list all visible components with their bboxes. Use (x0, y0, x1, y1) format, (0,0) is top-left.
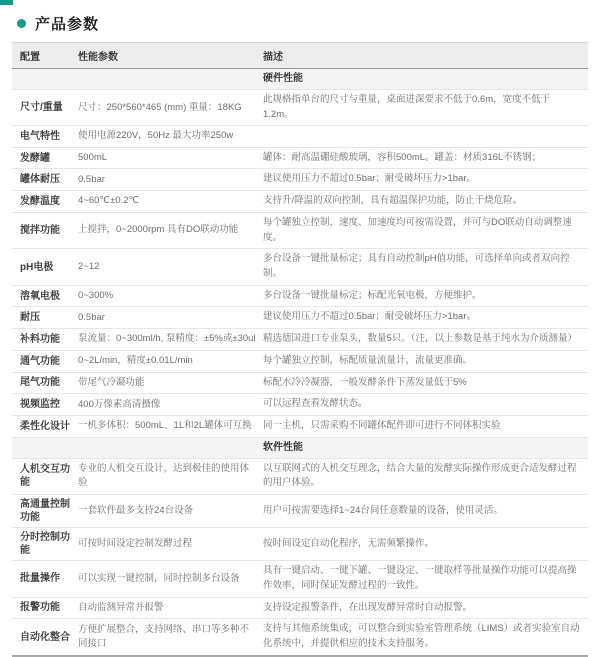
row-description: 多台设备一键批量标定；标配光氧电极，方便维护。 (263, 289, 482, 301)
row-config-label: 溶氧电极 (20, 290, 60, 302)
row-param-value: 专业的人机交互设计，达到极佳的使用体验 (78, 463, 250, 489)
table-header-row (12, 43, 588, 69)
row-description: 具有一键启动、一键下罐、一键设定、一键取样等批量操作功能可以提高操作效率，同时保证发酵过程的一致性。 (263, 565, 577, 591)
row-description: 每个罐独立控制，速度、加速度均可按需设置，并可与DO联动自动调整速度。 (263, 216, 572, 243)
section-title: 软件性能 (263, 441, 303, 453)
row-param-value: 500mL (78, 151, 108, 163)
row-config-label: 批量操作 (20, 573, 60, 585)
row-config-label: 耐压 (20, 312, 40, 324)
table-row (12, 286, 588, 308)
row-description: 每个罐独立控制，标配质量流量计，流量更准确。 (263, 354, 473, 366)
row-description: 以互联网式的人机交互理念，结合大量的发酵实际操作形成更合适发酵过程的用户体验。 (263, 462, 577, 489)
row-param-value: 0.5bar (78, 173, 105, 185)
row-param-value: 可按时间设定控制发酵过程 (78, 538, 193, 550)
row-param-value: 0~2L/min，精度±0.01L/min (78, 355, 193, 367)
row-param-value: 2~12 (78, 260, 100, 272)
table-row (12, 351, 588, 373)
row-description: 支持与其他系统集成，可以整合到实验室管理系统（LIMS）或者实验室自动化系统中，并提供相应的技术支持服务。 (263, 623, 580, 650)
table-row (12, 191, 588, 213)
row-description: 标配水冷冷凝器，一般发酵条件下蒸发量低于5% (263, 376, 467, 388)
table-row (12, 394, 588, 416)
row-param-value: 带尾气冷凝功能 (78, 376, 145, 388)
table-row (12, 329, 588, 351)
table-row (12, 169, 588, 191)
row-param-value: 上搅拌，0~2000rpm 具有DO联动功能 (78, 224, 239, 236)
row-description: 罐体：耐高温硼硅酸玻璃，容积500mL。罐盖：材质316L不锈钢； (263, 151, 542, 163)
row-param-value: 自动监测异常并报警 (78, 601, 164, 613)
row-param-value: 0.5bar (78, 311, 105, 323)
table-row (12, 619, 588, 656)
row-config-label: 罐体耐压 (20, 174, 60, 186)
row-config-label: 柔性化设计 (20, 420, 70, 432)
page-title: 产品参数 (35, 16, 100, 33)
section-header-row (12, 69, 588, 90)
page-title-row (0, 0, 600, 34)
row-config-label: 尺寸/重量 (20, 102, 63, 114)
row-config-label: 电气特性 (20, 131, 60, 143)
table-row (12, 126, 588, 147)
table-row (12, 416, 588, 438)
row-param-value: 方便扩展整合，支持网络、串口等多种不同接口 (78, 623, 250, 650)
row-config-label: 补料功能 (20, 334, 60, 346)
row-param-value: 尺寸：250*560*465 (mm) 重量：18KG (78, 101, 242, 113)
row-config-label: 人机交互功能 (20, 464, 70, 489)
row-config-label: pH电极 (20, 261, 54, 273)
row-param-value: 400万像素高清摄像 (78, 398, 161, 410)
section-header-row (12, 438, 588, 459)
table-row (12, 373, 588, 395)
row-config-label: 发酵罐 (20, 152, 50, 164)
section-title: 硬件性能 (263, 73, 303, 84)
row-param-value: 一机多体积：500mL、1L和2L罐体可互换 (78, 420, 252, 432)
row-config-label: 自动化整合 (20, 631, 70, 643)
row-config-label: 报警功能 (20, 602, 60, 614)
row-config-label: 搅拌功能 (20, 225, 60, 237)
row-description: 精选德国进口专业泵头，数量5只。（注，以上参数是基于纯水为介质测量） (263, 333, 578, 345)
title-bullet-icon (17, 19, 26, 28)
row-description: 可以远程查看发酵状态。 (263, 398, 368, 410)
table-row (12, 213, 588, 249)
row-config-label: 通气功能 (20, 355, 60, 367)
product-spec-table (12, 42, 588, 657)
table-row (12, 495, 588, 528)
table-row (12, 249, 588, 285)
row-param-value: 4~60℃±0.2℃ (78, 195, 140, 207)
table-row (12, 148, 588, 170)
table-row (12, 528, 588, 561)
row-description: 此规格指单台的尺寸与重量，桌面进深要求不低于0.6m，宽度不低于1.2m。 (263, 94, 551, 120)
page-corner-fragment (0, 0, 13, 5)
col-header-config: 配置 (20, 52, 40, 63)
row-description: 建议使用压力不超过0.5bar；耐受破坏压力>1bar。 (263, 311, 476, 323)
row-description: 支持升/降温的双向控制，具有超温保护功能，防止干烧危险。 (263, 195, 523, 207)
table-row (12, 90, 588, 126)
row-description: 同一主机，只需采购不同罐体配件即可进行不同体积实验 (263, 420, 501, 432)
row-param-value: 泵流量：0~300ml/h, 泵精度：±5%或±30ul (78, 333, 256, 345)
col-header-parameters: 性能参数 (78, 52, 118, 63)
table-row (12, 561, 588, 597)
row-description: 用户可按需要选择1~24台间任意数量的设备，使用灵活。 (263, 504, 503, 516)
row-param-value: 0~300% (78, 289, 114, 301)
row-config-label: 高通量控制功能 (20, 499, 70, 524)
row-config-label: 发酵温度 (20, 195, 60, 207)
row-description: 按时间设定自动化程序，无需频繁操作。 (263, 537, 435, 549)
col-header-description: 描述 (263, 52, 283, 63)
row-description: 支持设定报警条件，在出现发酵异常时自动报警。 (263, 601, 473, 613)
table-row (12, 307, 588, 329)
row-config-label: 视频监控 (20, 399, 60, 411)
table-body (12, 69, 588, 657)
table-row (12, 459, 588, 495)
row-config-label: 尾气功能 (20, 377, 60, 389)
row-description: 建议使用压力不超过0.5bar；耐受破坏压力>1bar。 (263, 173, 476, 185)
row-config-label: 分时控制功能 (20, 532, 70, 557)
table-row (12, 598, 588, 620)
row-param-value: 一套软件最多支持24台设备 (78, 505, 194, 517)
row-param-value: 可以实现一键控制，同时控制多台设备 (78, 572, 240, 584)
row-description: 多台设备一键批量标定；具有自动控制pH值功能，可选择单向或者双向控制。 (263, 253, 570, 279)
row-param-value: 使用电源220V，50Hz 最大功率250w (78, 130, 234, 142)
